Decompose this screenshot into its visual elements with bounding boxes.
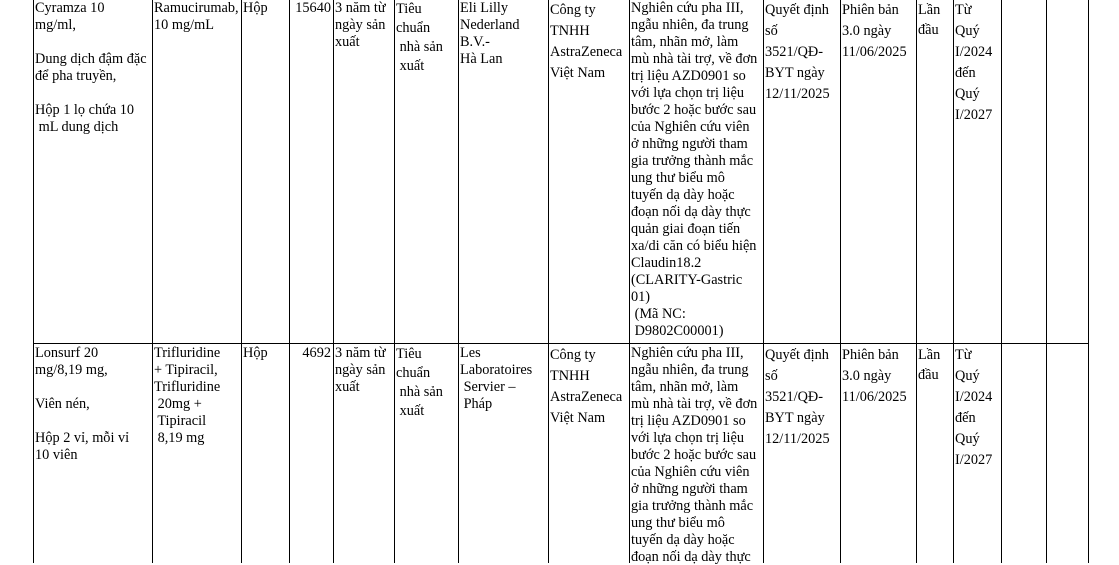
column-divider (394, 0, 395, 563)
cell-study-title: Nghiên cứu pha III, ngẫu nhiên, đa trung tâm, nhãn mở, làm mù nhà tài trợ, về đơn trị liệu AZD0901 so với lựa chọn trị liệu bước 2 hoặc bước sau của Nghiên cứu viên ở những người tham gia trưởng thành mắc ung thư biểu mô tuyến dạ dày hoặc đoạn nối dạ dày thực (631, 345, 758, 565)
cell-extra-col-1 (1003, 0, 1044, 341)
cell-quality-standard: Tiêu chuẩn nhà sản xuất (396, 1, 443, 74)
cell-approval-decision: Quyết định số 3521/QĐ- BYT ngày 12/11/2025 (765, 347, 830, 447)
cell-shelf-life: 3 năm từ ngày sản xuất (335, 345, 386, 395)
row-divider (33, 343, 1089, 344)
cell-active-ingredient: Trifluridine + Tipiracil, Trifluridine 20mg + Tipiracil 8,19 mg (154, 345, 221, 446)
cell-manufacturer: Eli Lilly Nederland B.V.- Hà Lan (460, 0, 520, 67)
column-divider (458, 0, 459, 563)
cell-quality-standard: Tiêu chuẩn nhà sản xuất (396, 346, 443, 419)
column-divider (629, 0, 630, 563)
cell-active-ingredient: Ramucirumab, 10 mg/mL (154, 0, 239, 33)
cell-quantity: 15640 (295, 0, 331, 16)
cell-import-period: Từ Quý I/2024 đến Quý I/2027 (955, 347, 993, 468)
column-divider (333, 0, 334, 563)
cell-quantity: 4692 (302, 345, 331, 361)
cell-packaging: Hộp (243, 345, 268, 361)
cell-drug-name: Lonsurf 20 mg/8,19 mg, Viên nén, Hộp 2 vỉ, mỗi vỉ 10 viên (35, 345, 130, 463)
column-divider (1046, 0, 1047, 563)
column-divider (840, 0, 841, 563)
cell-study-title: Nghiên cứu pha III, ngẫu nhiên, đa trung tâm, nhãn mở, làm mù nhà tài trợ, về đơn trị liệu AZD0901 so với lựa chọn trị liệu bước 2 hoặc bước sau của Nghiên cứu viên ở những người tham gia trưởng thành mắc ung thư biểu mô tuyến dạ dày hoặc đoạn nối dạ dày thực quản giai đoạn tiến xa/di căn có biểu hiện Claudin18.2 (CLARITY-Gastric 01) (Mã NC: D9802C00001) (631, 0, 758, 339)
cell-shelf-life: 3 năm từ ngày sản xuất (335, 0, 386, 50)
cell-extra-col-2 (1048, 345, 1086, 565)
cell-import-count: Lần đầu (918, 347, 941, 383)
column-divider (33, 0, 34, 563)
cell-extra-col-1 (1003, 345, 1044, 565)
cell-import-period: Từ Quý I/2024 đến Quý I/2027 (955, 2, 993, 123)
column-divider (241, 0, 242, 563)
cell-protocol-version: Phiên bản 3.0 ngày 11/06/2025 (842, 347, 907, 405)
cell-approval-decision: Quyết định số 3521/QĐ- BYT ngày 12/11/2025 (765, 2, 830, 102)
cell-importer: Công ty TNHH AstraZeneca Việt Nam (550, 347, 623, 426)
column-divider (1001, 0, 1002, 563)
column-divider (916, 0, 917, 563)
cell-extra-col-2 (1048, 0, 1086, 341)
cell-protocol-version: Phiên bản 3.0 ngày 11/06/2025 (842, 2, 907, 60)
cell-packaging: Hộp (243, 0, 268, 16)
column-divider (953, 0, 954, 563)
cell-import-count: Lần đầu (918, 2, 941, 38)
column-divider (763, 0, 764, 563)
cell-manufacturer: Les Laboratoires Servier – Pháp (460, 345, 533, 412)
column-divider (548, 0, 549, 563)
column-divider (1088, 0, 1089, 563)
cell-drug-name: Cyramza 10 mg/ml, Dung dịch đậm đặc để pha truyền, Hộp 1 lọ chứa 10 mL dung dịch (35, 0, 147, 135)
cell-importer: Công ty TNHH AstraZeneca Việt Nam (550, 2, 623, 81)
column-divider (289, 0, 290, 563)
column-divider (152, 0, 153, 563)
